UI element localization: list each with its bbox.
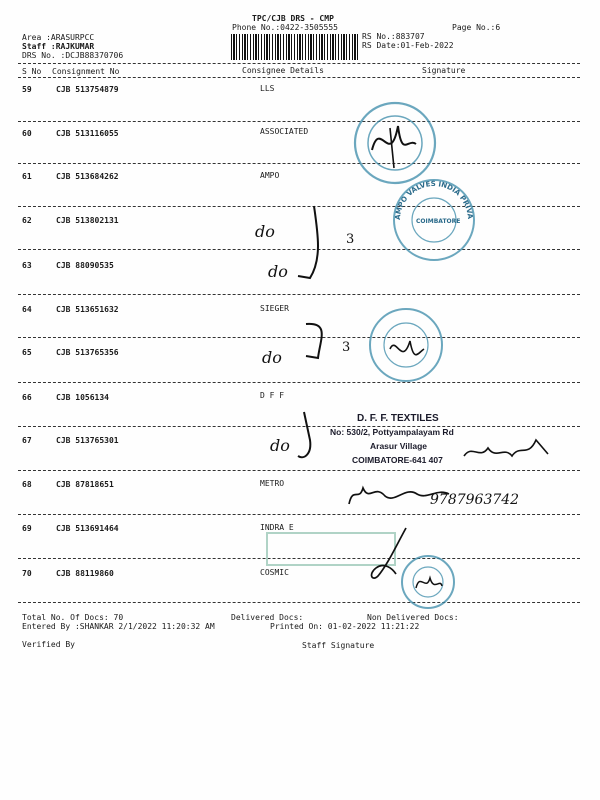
row-sno: 62: [22, 216, 32, 225]
row-sno: 66: [22, 393, 32, 402]
row-divider: [18, 382, 580, 383]
row-sno: 63: [22, 261, 32, 270]
row-consignment: CJB 513691464: [56, 524, 119, 533]
row-consignment: CJB 513651632: [56, 305, 119, 314]
entered-by: Entered By :SHANKAR 2/1/2022 11:20:32 AM: [22, 622, 215, 631]
total-docs: Total No. Of Docs: 70: [22, 613, 124, 622]
row-consignee: SIEGER: [260, 304, 289, 313]
row-sno: 59: [22, 85, 32, 94]
row-divider: [18, 121, 580, 122]
metro-phone: 9787963742: [430, 492, 520, 508]
ditto-mark: do: [270, 436, 290, 455]
row-sno: 68: [22, 480, 32, 489]
row-sno: 65: [22, 348, 32, 357]
row-consignment: CJB 88119860: [56, 569, 114, 578]
ditto-bracket: [296, 410, 326, 462]
ditto-bracket: [300, 320, 340, 365]
row-consignee: AMPO: [260, 171, 280, 180]
rs-number: RS No.:883707: [362, 32, 425, 41]
ditto-mark: do: [268, 262, 288, 281]
row-sno: 64: [22, 305, 32, 314]
dff-stamp-name: D. F. F. TEXTILES: [357, 413, 439, 424]
staff-label: Staff :RAJKUMAR: [22, 42, 95, 51]
column-divider: [18, 77, 580, 78]
rs-date: RS Date:01-Feb-2022: [362, 41, 454, 50]
dff-stamp-city: COIMBATORE-641 407: [352, 455, 443, 465]
dff-signature: [458, 426, 558, 466]
col-signature: Signature: [422, 66, 466, 75]
non-delivered-docs: Non Delivered Docs:: [367, 613, 459, 622]
printed-on: Printed On: 01-02-2022 11:21:22: [270, 622, 420, 631]
handwritten-count: 3: [346, 232, 355, 247]
staff-signature-label: Staff Signature: [302, 641, 375, 650]
row-consignment: CJB 513765356: [56, 348, 119, 357]
handwritten-count: 3: [342, 340, 351, 355]
row-divider: [18, 163, 580, 164]
report-title: TPC/CJB DRS - CMP: [252, 14, 334, 23]
delivered-docs: Delivered Docs:: [231, 613, 304, 622]
phone-number: Phone No.:0422-3505555: [232, 23, 338, 32]
ampo-stamp: [386, 170, 478, 264]
ditto-mark: do: [255, 222, 275, 241]
row-consignment: CJB 513116055: [56, 129, 119, 138]
dff-stamp-village: Arasur Village: [370, 441, 428, 451]
row-consignment: CJB 88090535: [56, 261, 114, 270]
col-sno: S No: [22, 67, 42, 76]
col-consignee: Consignee Details: [242, 66, 324, 75]
row-sno: 60: [22, 129, 32, 138]
col-consignment: Consignment No: [52, 67, 120, 76]
row-consignee: D F F: [260, 391, 285, 400]
drs-number: DRS No. :DCJB88370706: [22, 51, 124, 60]
row-consignment: CJB 1056134: [56, 393, 109, 402]
row-consignment: CJB 513765301: [56, 436, 119, 445]
row-divider: [18, 337, 580, 338]
row-consignee: ASSOCIATED: [260, 127, 309, 136]
svg-text:AMPO VALVES INDIA PRIVATE LIMI: [387, 170, 475, 220]
row-divider: [18, 470, 580, 471]
row-consignment: CJB 513802131: [56, 216, 119, 225]
row-consignee: LLS: [260, 84, 275, 93]
cosmic-stamp: [398, 552, 458, 612]
row-consignment: CJB 87818651: [56, 480, 114, 489]
verified-by: Verified By: [22, 640, 75, 649]
row-divider: [18, 514, 580, 515]
row-divider: [18, 294, 580, 295]
row-sno: 61: [22, 172, 32, 181]
page-number: Page No.:6: [452, 23, 501, 32]
sieger-stamp: [366, 305, 446, 385]
row-consignment: CJB 513684262: [56, 172, 119, 181]
row-consignee: COSMIC: [260, 568, 289, 577]
row-sno: 67: [22, 436, 32, 445]
row-consignment: CJB 513754879: [56, 85, 119, 94]
header-divider: [18, 63, 580, 64]
row-consignee: INDRA E: [260, 523, 294, 532]
area-label: Area :ARASURPCC: [22, 33, 95, 42]
associated-stamp: [350, 98, 440, 188]
dff-stamp-address: No: 530/2, Pottyampalayam Rd: [330, 427, 454, 437]
row-sno: 70: [22, 569, 32, 578]
ampo-stamp-text: AMPO VALVES INDIA PRIVATE LIMITED: [386, 170, 475, 221]
row-sno: 69: [22, 524, 32, 533]
ampo-stamp-city: COIMBATORE: [416, 218, 461, 225]
row-consignee: METRO: [260, 479, 285, 488]
row-divider: [18, 602, 580, 603]
barcode: [231, 34, 359, 60]
ditto-mark: do: [262, 348, 282, 367]
